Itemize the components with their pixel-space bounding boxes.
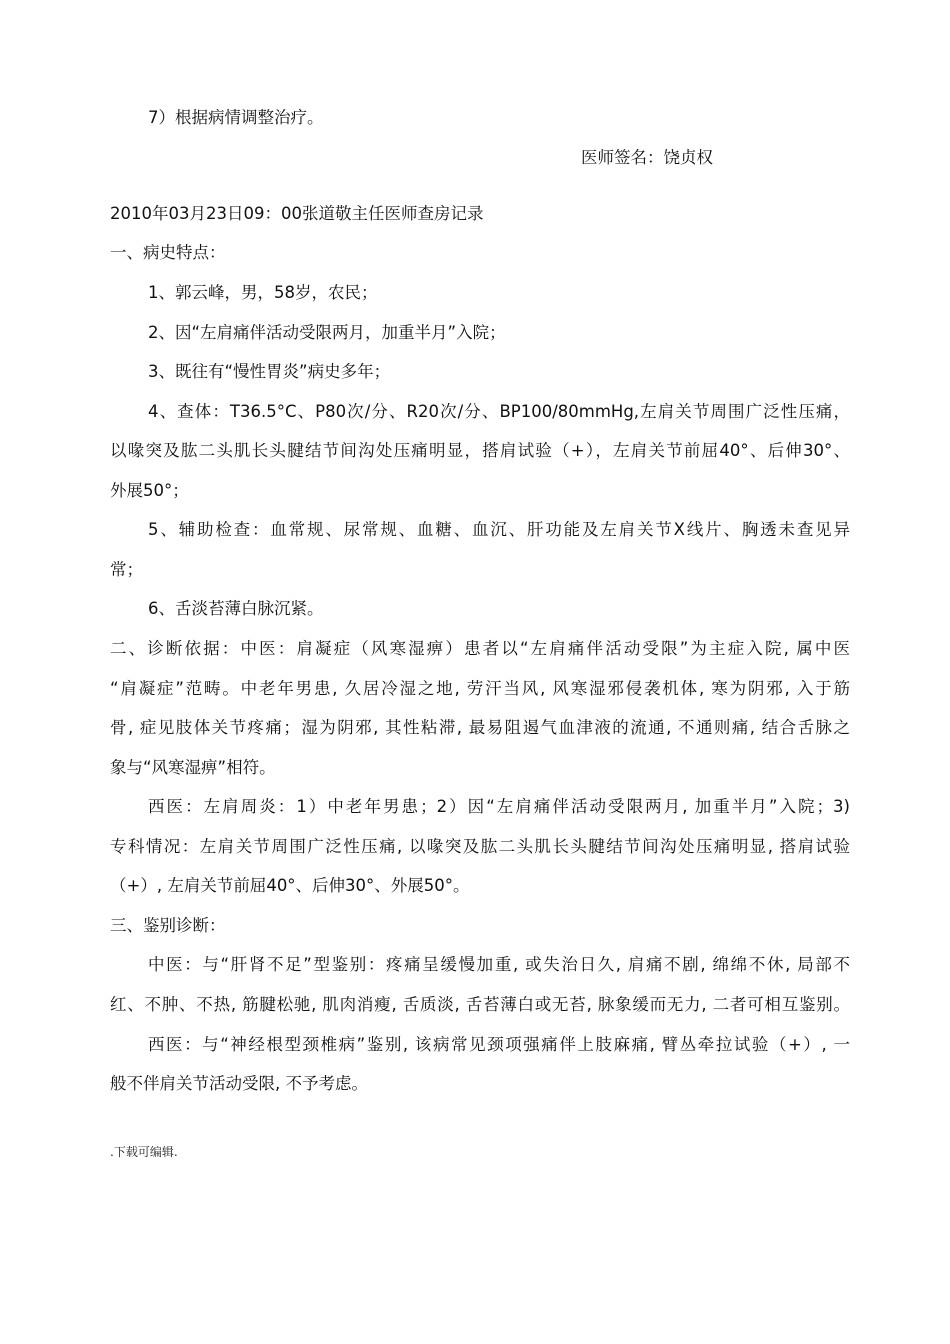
section-heading-differential: 三、鉴别诊断： <box>110 916 226 935</box>
diagnosis-basis-line-3: 骨, 症见肢体关节疼痛；湿为阴邪, 其性粘滞, 最易阻遏气血津液的流通, 不通则痛, 结合舌脉之 <box>110 718 850 737</box>
history-item-5-line-2: 常； <box>110 560 143 579</box>
differential-tcm-line-1: 中医：与“肝肾不足”型鉴别：疼痛呈缓慢加重, 或失治日久, 肩痛不剧, 绵绵不休, 局部不 <box>148 955 850 974</box>
history-item-4-line-3: 外展50°； <box>110 481 189 500</box>
diagnosis-basis-line-1: 二、诊断依据：中医：肩凝症（风寒湿痹）患者以“左肩痛伴活动受限”为主症入院, 属中医 <box>110 639 850 658</box>
diagnosis-basis-line-2: “肩凝症”范畴。中老年男患, 久居冷湿之地, 劳汗当风, 风寒湿邪侵袭机体, 寒为阴邪, 入于筋 <box>110 679 850 698</box>
history-item-1: 1、郭云峰，男，58岁，农民； <box>148 283 378 302</box>
history-item-2: 2、因“左肩痛伴活动受限两月，加重半月”入院； <box>148 323 506 342</box>
treatment-item-7: 7）根据病情调整治疗。 <box>148 108 324 127</box>
history-item-4-line-1: 4、查体：T36.5°C、P80次/分、R20次/分、BP100/80mmHg,左肩关节周围广泛性压痛， <box>148 402 850 421</box>
western-diagnosis-line-1: 西医：左肩周炎：1）中老年男患；2）因“左肩痛伴活动受限两月, 加重半月”入院；3) <box>148 797 850 816</box>
history-item-6: 6、舌淡苔薄白脉沉紧。 <box>148 599 324 618</box>
history-item-3: 3、既往有“慢性胃炎”病史多年； <box>148 362 391 381</box>
footer-note: .下载可编辑. <box>110 1145 178 1159</box>
western-diagnosis-line-3: （+）, 左肩关节前屈40°、后伸30°、外展50°。 <box>110 876 470 895</box>
differential-western-line-1: 西医：与“神经根型颈椎病”鉴别, 该病常见颈项强痛伴上肢麻痛, 臂丛牵拉试验（+）, 一 <box>148 1035 850 1054</box>
history-item-5-line-1: 5、辅助检查：血常规、尿常规、血糖、血沉、肝功能及左肩关节X线片、胸透未查见异 <box>148 520 850 539</box>
diagnosis-basis-line-4: 象与“风寒湿痹”相符。 <box>110 758 276 777</box>
differential-tcm-line-2: 红、不肿、不热, 筋腱松驰, 肌肉消瘦, 舌质淡, 舌苔薄白或无苔, 脉象缓而无力, 二者可相互鉴别。 <box>110 995 850 1014</box>
history-item-4-line-2: 以喙突及肱二头肌长头腱结节间沟处压痛明显，搭肩试验（+），左肩关节前屈40°、后伸30°、 <box>110 441 850 460</box>
doctor-signature: 医师签名：饶贞权 <box>581 148 713 167</box>
differential-western-line-2: 般不伴肩关节活动受限, 不予考虑。 <box>110 1074 368 1093</box>
section-heading-history: 一、病史特点： <box>110 243 226 262</box>
record-heading: 2010年03月23日09：00张道敬主任医师查房记录 <box>110 204 484 223</box>
western-diagnosis-line-2: 专科情况：左肩关节周围广泛性压痛, 以喙突及肱二头肌长头腱结节间沟处压痛明显, 搭肩试验 <box>110 837 850 856</box>
